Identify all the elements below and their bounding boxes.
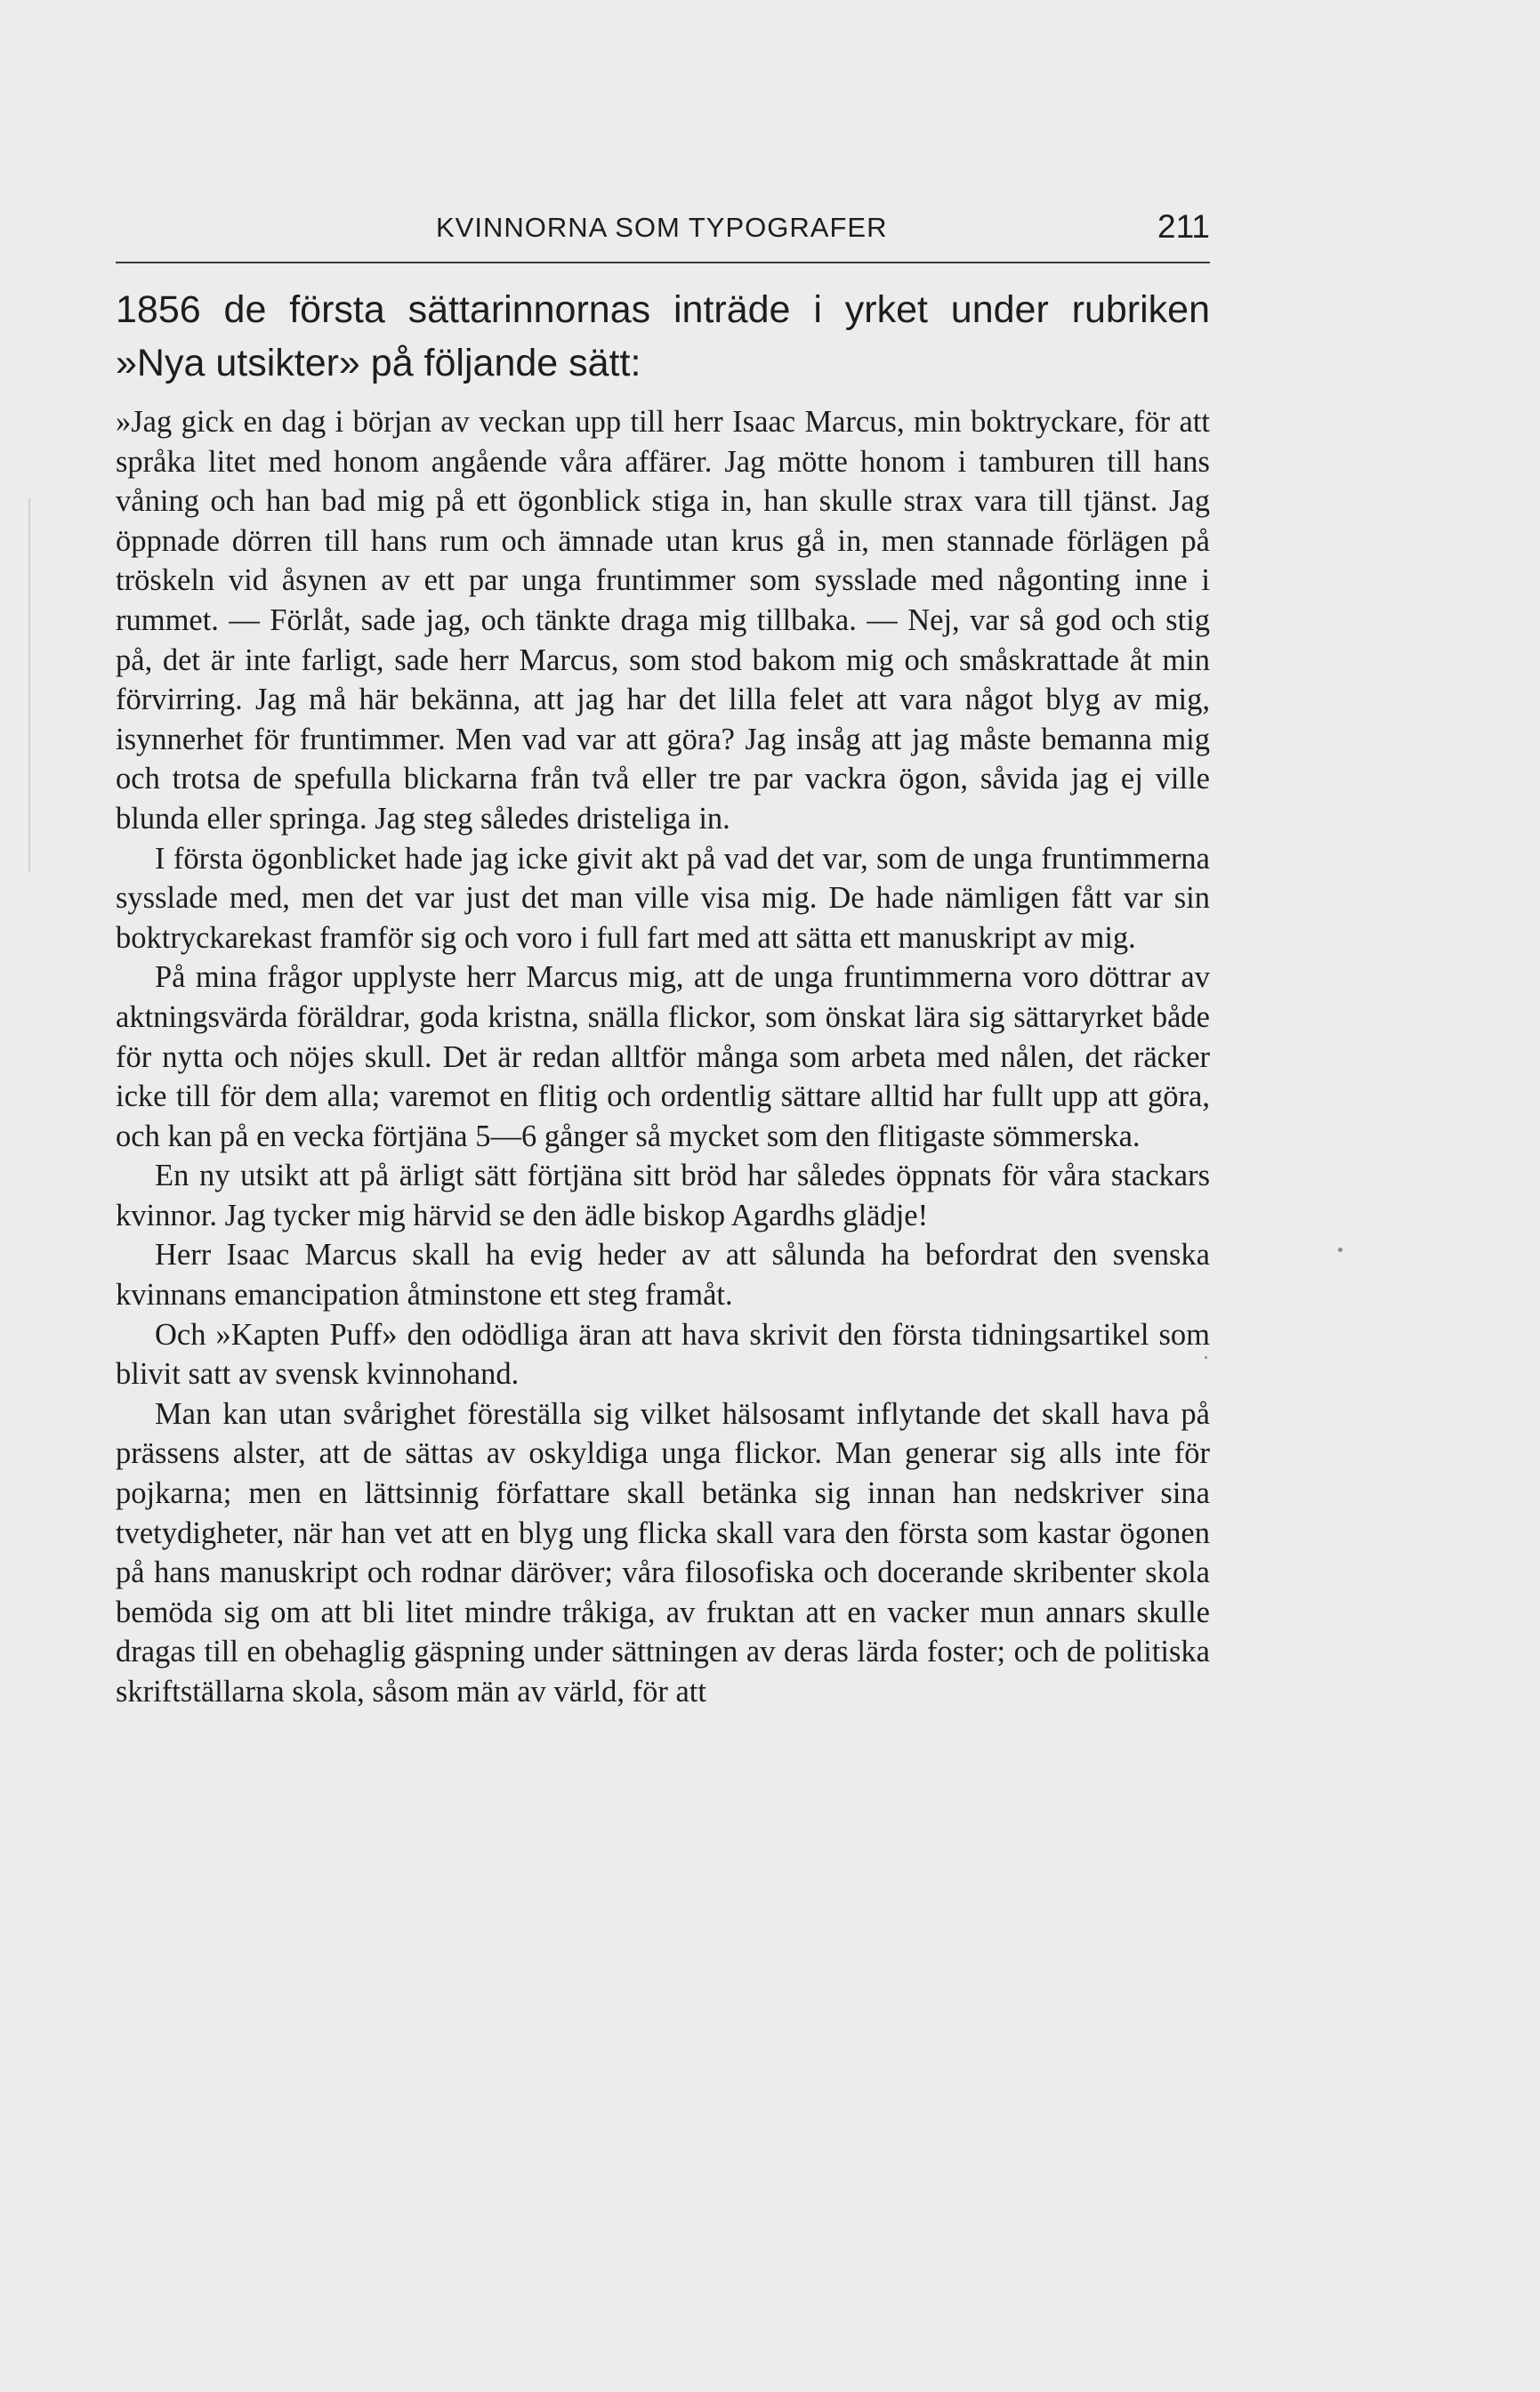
paragraph-5: Herr Isaac Marcus skall ha evig heder av att sålunda ha befordrat den svenska kvinnans emancipation åtminstone ett steg framåt. bbox=[116, 1238, 1210, 1313]
paragraph-6: Och »Kapten Puff» den odödliga äran att hava skrivit den första tidningsartikel som blivit satt av svensk kvinnohand. bbox=[116, 1317, 1210, 1392]
body-text bbox=[116, 402, 1210, 1712]
paragraph-2: I första ögonblicket hade jag icke givit akt på vad det var, som de unga fruntimmerna sysslade med, men det var just det man ville visa mig. De hade nämligen fått var sin boktryckarekast framför sig och voro i full fart med att sätta ett manuskript av mig. bbox=[116, 841, 1210, 955]
paragraph-7: Man kan utan svårighet föreställa sig vilket hälsosamt inflytande det skall hava på prässens alster, att de sättas av oskyldiga unga flickor. Man generar sig alls inte för pojkarna; men en lättsinnig författare skall betänka sig innan han nedskriver sina tvetydigheter, när han vet att en blyg ung flicka skall vara den första som kastar ögonen på hans manuskript och rodnar däröver; våra filosofiska och docerande skribenter skola bemöda sig om att bli litet mindre tråkiga, av fruktan att en vacker mun annars skulle dragas till en obehaglig gäspning under sättningen av deras lärda foster; och de politiska skriftställarna skola, såsom män av värld, för att bbox=[116, 1396, 1210, 1709]
print-speck bbox=[1338, 1248, 1342, 1252]
page-header bbox=[116, 208, 1210, 263]
page-number: 211 bbox=[1157, 208, 1210, 245]
paragraph-3: På mina frågor upplyste herr Marcus mig, att de unga fruntimmerna voro döttrar av aktningsvärda föräldrar, goda kristna, snälla flickor, som önskat lära sig sättaryrket både för nytta och nöjes skull. Det är redan alltför många som arbeta med nålen, det räcker icke till för dem alla; varemot en flitig och ordentlig sättare alltid har fullt upp att göra, och kan på en vecka förtjäna 5—6 gånger så mycket som den flitigaste sömmerska. bbox=[116, 960, 1210, 1153]
running-title: KVINNORNA SOM TYPOGRAFER bbox=[436, 212, 888, 243]
margin-mark bbox=[28, 498, 30, 872]
paragraph-4: En ny utsikt att på ärligt sätt förtjäna sitt bröd har således öppnats för våra stackars kvinnor. Jag tycker mig härvid se den ädle biskop Agardhs glädje! bbox=[116, 1159, 1210, 1232]
paragraph-1: »Jag gick en dag i början av veckan upp till herr Isaac Marcus, min boktryckare, för att språka litet med honom angående våra affärer. Jag mötte honom i tamburen till hans våning och han bad mig på ett ögonblick stiga in, han skulle strax vara till tjänst. Jag öppnade dörren till hans rum och ämnade utan krus gå in, men stannade förlägen på tröskeln vid åsynen av ett par unga fruntimmer som sysslade med någonting inne i rummet. — Förlåt, sade jag, och tänkte draga mig tillbaka. — Nej, var så god och stig på, det är inte farligt, sade herr Marcus, som stod bakom mig och småskrattade åt min förvirring. Jag må här bekänna, att jag har det lilla felet att vara något blyg av mig, isynnerhet för fruntimmer. Men vad var att göra? Jag insåg att jag måste bemanna mig och trotsa de spefulla blickarna från två eller tre par vackra ögon, såvida jag ej ville blunda eller springa. Jag steg således dristeliga in. bbox=[116, 405, 1210, 836]
intro-paragraph: 1856 de första sättarinnornas inträde i yrket under rubriken »Nya utsikter» på följande sätt: bbox=[116, 288, 1210, 384]
